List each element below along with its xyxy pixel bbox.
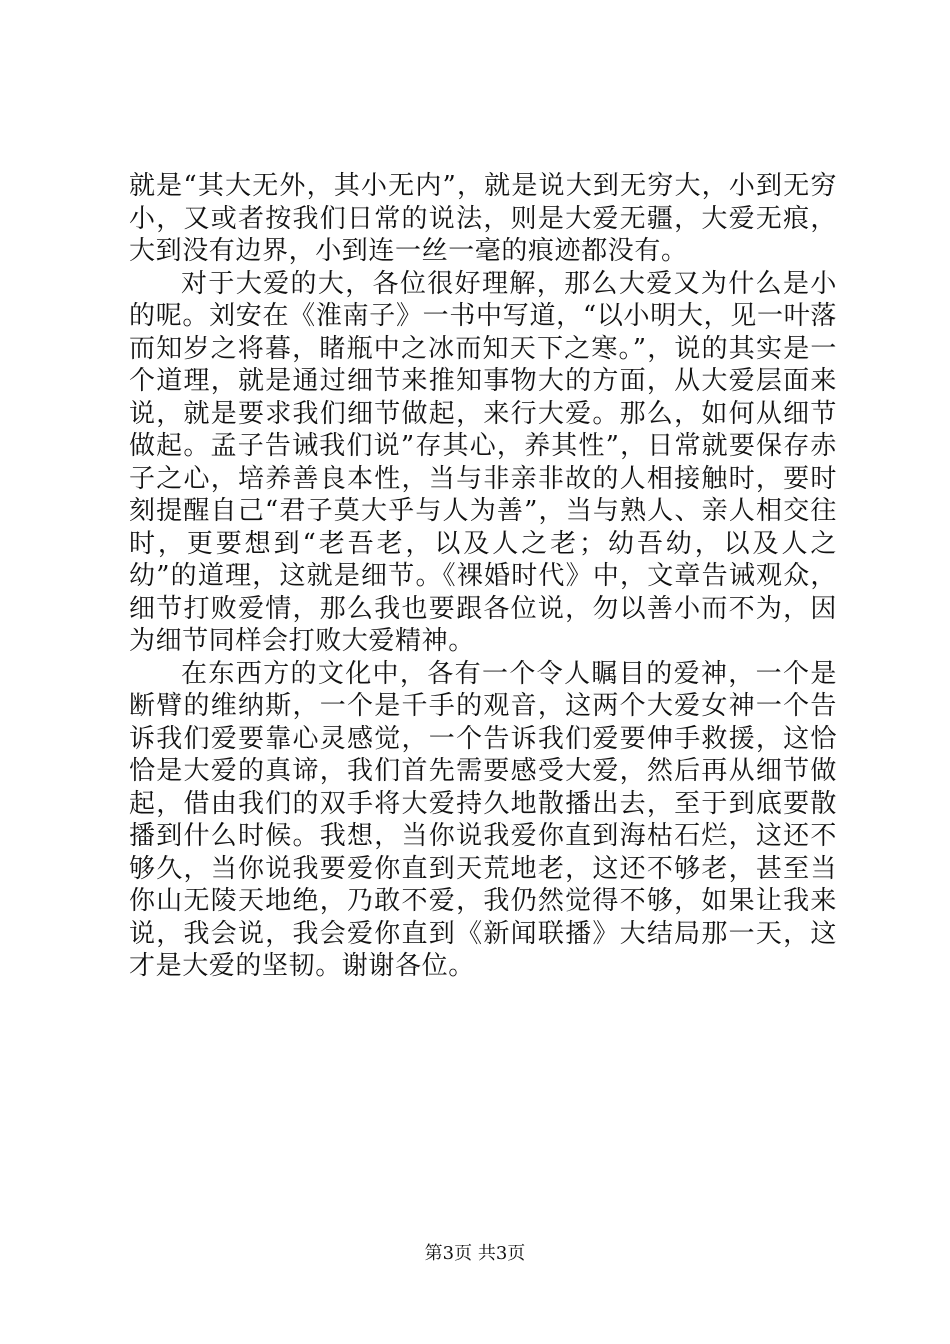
page-number-footer: 第3页 共3页 xyxy=(424,1243,526,1264)
document-body xyxy=(129,170,837,983)
paragraph-3: 在东西方的文化中，各有一个令人瞩目的爱神，一个是断臂的维纳斯，一个是千手的观音，这两个大爱女神一个告诉我们爱要靠心灵感觉，一个告诉我们爱要伸手救援，这恰恰是大爱的真谛，我们首先需要感受大爱，然后再从细节做起，借由我们的双手将大爱持久地散播出去，至于到底要散播到什么时候。我想，当你说我爱你直到海枯石烂，这还不够久，当你说我要爱你直到天荒地老，这还不够老，甚至当你山无陵天地绝，乃敢不爱，我仍然觉得不够，如果让我来说，我会说，我会爱你直到《新闻联播》大结局那一天，这才是大爱的坚韧。谢谢各位。 xyxy=(129,658,837,981)
paragraph-2: 对于大爱的大，各位很好理解，那么大爱又为什么是小的呢。刘安在《淮南子》一书中写道，“以小明大，见一叶落而知岁之将暮，睹瓶中之冰而知天下之寒。”，说的其实是一个道理，就是通过细节来推知事物大的方面，从大爱层面来说，就是要求我们细节做起，来行大爱。那么，如何从细节做起。孟子告诫我们说”存其心，养其性”，日常就要保存赤子之心，培养善良本性，当与非亲非故的人相接触时，要时刻提醒自己“君子莫大乎与人为善”，当与熟人、亲人相交往时，更要想到“老吾老，以及人之老；幼吾幼，以及人之幼”的道理，这就是细节。《裸婚时代》中，文章告诫观众，细节打败爱情，那么我也要跟各位说，勿以善小而不为，因为细节同样会打败大爱精神。 xyxy=(129,268,837,656)
paragraph-1: 就是“其大无外，其小无内”，就是说大到无穷大，小到无穷小，又或者按我们日常的说法，则是大爱无疆，大爱无痕，大到没有边界，小到连一丝一毫的痕迹都没有。 xyxy=(129,171,837,266)
